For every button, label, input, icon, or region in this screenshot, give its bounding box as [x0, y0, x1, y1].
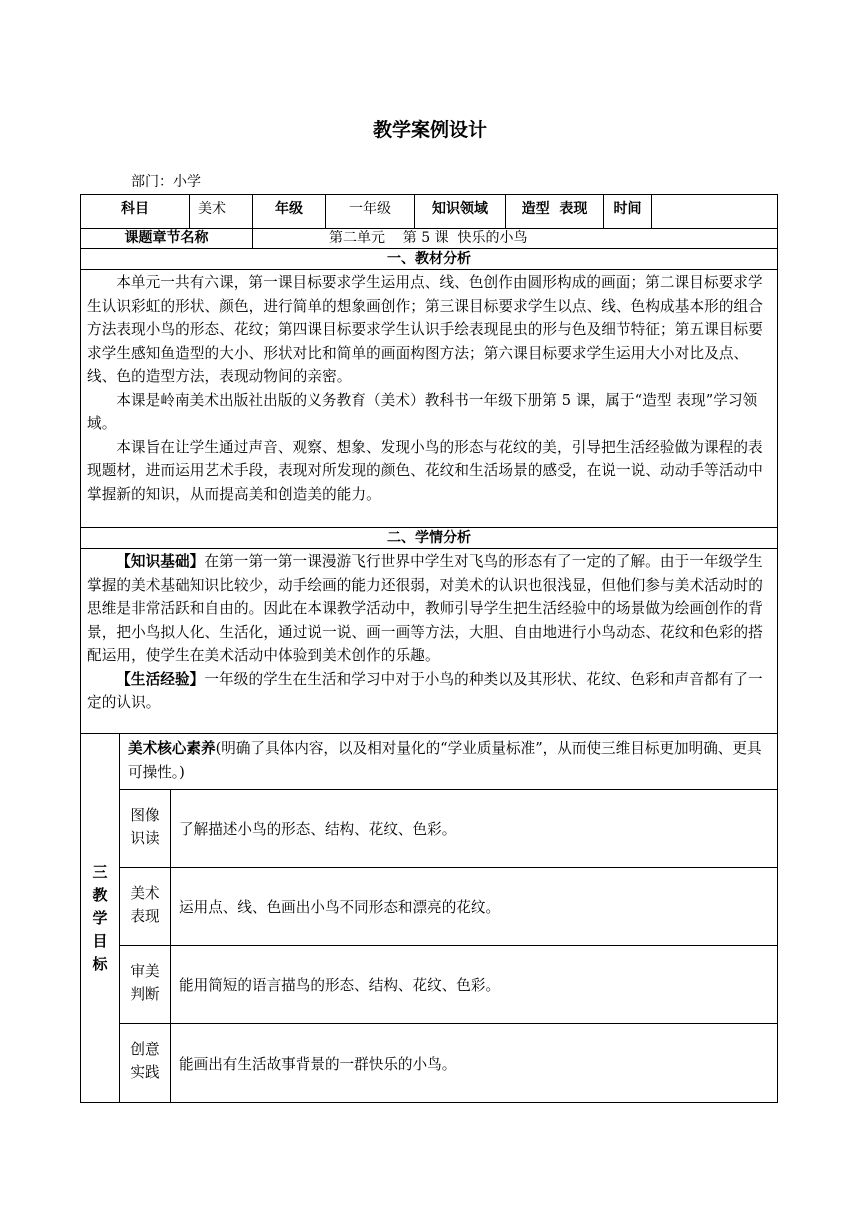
lesson-table	[80, 194, 778, 1103]
goal-text: 能画出有生活故事背景的一群快乐的小鸟。	[179, 1055, 457, 1073]
section2-body	[81, 549, 777, 734]
section2-heading-row	[81, 528, 777, 549]
domain-value: 造型 表现	[506, 195, 604, 228]
chapter-value: 第二单元 第 5 课 快乐的小鸟	[329, 230, 528, 246]
goal-label: 识读	[130, 830, 160, 847]
chapter-label: 课题章节名称	[81, 229, 253, 248]
section3-label-char: 目	[92, 931, 108, 950]
goal-label: 表现	[130, 908, 160, 925]
goal-text: 了解描述小鸟的形态、结构、花纹、色彩。	[179, 821, 457, 838]
goal-row	[120, 868, 777, 946]
section1-paragraph: 本单元一共有六课，第一课目标要求学生运用点、线、色创作由圆形构成的画面；第二课目标要求学生认识彩虹的形状、颜色，进行简单的想象画创作；第三课目标要求学生以点、线、色构成基本形的组合方法表现小鸟的形态、花纹；第四课目标要求学生认识手绘表现昆虫的形与色及细节特征；第五课目标要求学生感知鱼造型的大小、形状对比和简单的画面构图方法；第六课目标要求学生运用大小对比及点、线、色的造型方法，表现动物间的亲密。	[87, 274, 763, 385]
section3-label-char: 三	[92, 862, 108, 881]
time-value	[652, 195, 777, 228]
section1-heading-row	[81, 249, 777, 270]
goal-label: 图像	[130, 807, 160, 824]
core-text: (明确了具体内容，以及相对量化的“学业质量标准”，从而使三维目标更加明确、更具可操性。)	[128, 740, 762, 781]
grade-value: 一年级	[326, 195, 415, 228]
subject-label: 科目	[81, 195, 190, 228]
time-label: 时间	[604, 195, 652, 228]
core-title: 美术核心素养	[128, 740, 216, 757]
section1-body	[81, 270, 777, 528]
section1-paragraph: 本课旨在让学生通过声音、观察、想象、发现小鸟的形态与花纹的美，引导把生活经验做为课程的表现题材，进而运用艺术手段，表现对所发现的颜色、花纹和生活场景的感受，在说一说、动动手等活动中掌握新的知识，从而提高美和创造美的能力。	[87, 438, 763, 503]
life-text: 一年级的学生在生活和学习中对于小鸟的种类以及其形状、花纹、色彩和声音都有了一定的认识。	[87, 670, 763, 711]
goal-text: 能用简短的语言描鸟的形态、结构、花纹、色彩。	[179, 977, 501, 994]
goal-row	[120, 946, 777, 1024]
section1-heading: 一、教材分析	[387, 251, 471, 267]
department-label: 部门：小学	[131, 174, 201, 190]
section3-label-char: 标	[92, 954, 108, 973]
header-row	[81, 195, 777, 229]
goal-row	[120, 790, 777, 868]
domain-label: 知识领域	[415, 195, 506, 228]
section2-heading: 二、学情分析	[387, 530, 471, 546]
subject-value: 美术	[190, 195, 253, 228]
goal-row	[120, 1024, 777, 1102]
goal-label: 美术	[130, 885, 160, 902]
goal-text: 运用点、线、色画出小鸟不同形态和漂亮的花纹。	[179, 899, 501, 916]
goal-label: 判断	[130, 986, 160, 1003]
goal-label: 审美	[130, 963, 160, 980]
core-literacy	[120, 734, 777, 790]
goal-label: 实践	[130, 1064, 160, 1081]
section3-label-cell	[81, 734, 120, 1102]
section1-paragraph: 本课是岭南美术出版社出版的义务教育（美术）教科书一年级下册第 5 课，属于“造型 表现”学习领域。	[87, 391, 758, 432]
life-tag: 【生活经验】	[116, 670, 205, 688]
page-title: 教学案例设计	[372, 119, 487, 141]
goal-label: 创意	[130, 1041, 160, 1058]
knowledge-tag: 【知识基础】	[116, 553, 205, 570]
grade-label: 年级	[253, 195, 326, 228]
section3-label-char: 学	[92, 908, 108, 927]
section3-label-char: 教	[92, 885, 108, 904]
section3-goals	[81, 734, 777, 1102]
chapter-row	[81, 229, 777, 249]
knowledge-text: 在第一第一第一课漫游飞行世界中学生对飞鸟的形态有了一定的了解。由于一年级学生掌握的美术基础知识比较少，动手绘画的能力还很弱，对美术的认识也很浅显，但他们参与美术活动时的思维是非常活跃和自由的。因此在本课教学活动中，教师引导学生把生活经验中的场景做为绘画创作的背景，把小鸟拟人化、生活化，通过说一说、画一画等方法，大胆、自由地进行小鸟动态、花纹和色彩的搭配运用，使学生在美术活动中体验到美术创作的乐趣。	[87, 553, 763, 664]
